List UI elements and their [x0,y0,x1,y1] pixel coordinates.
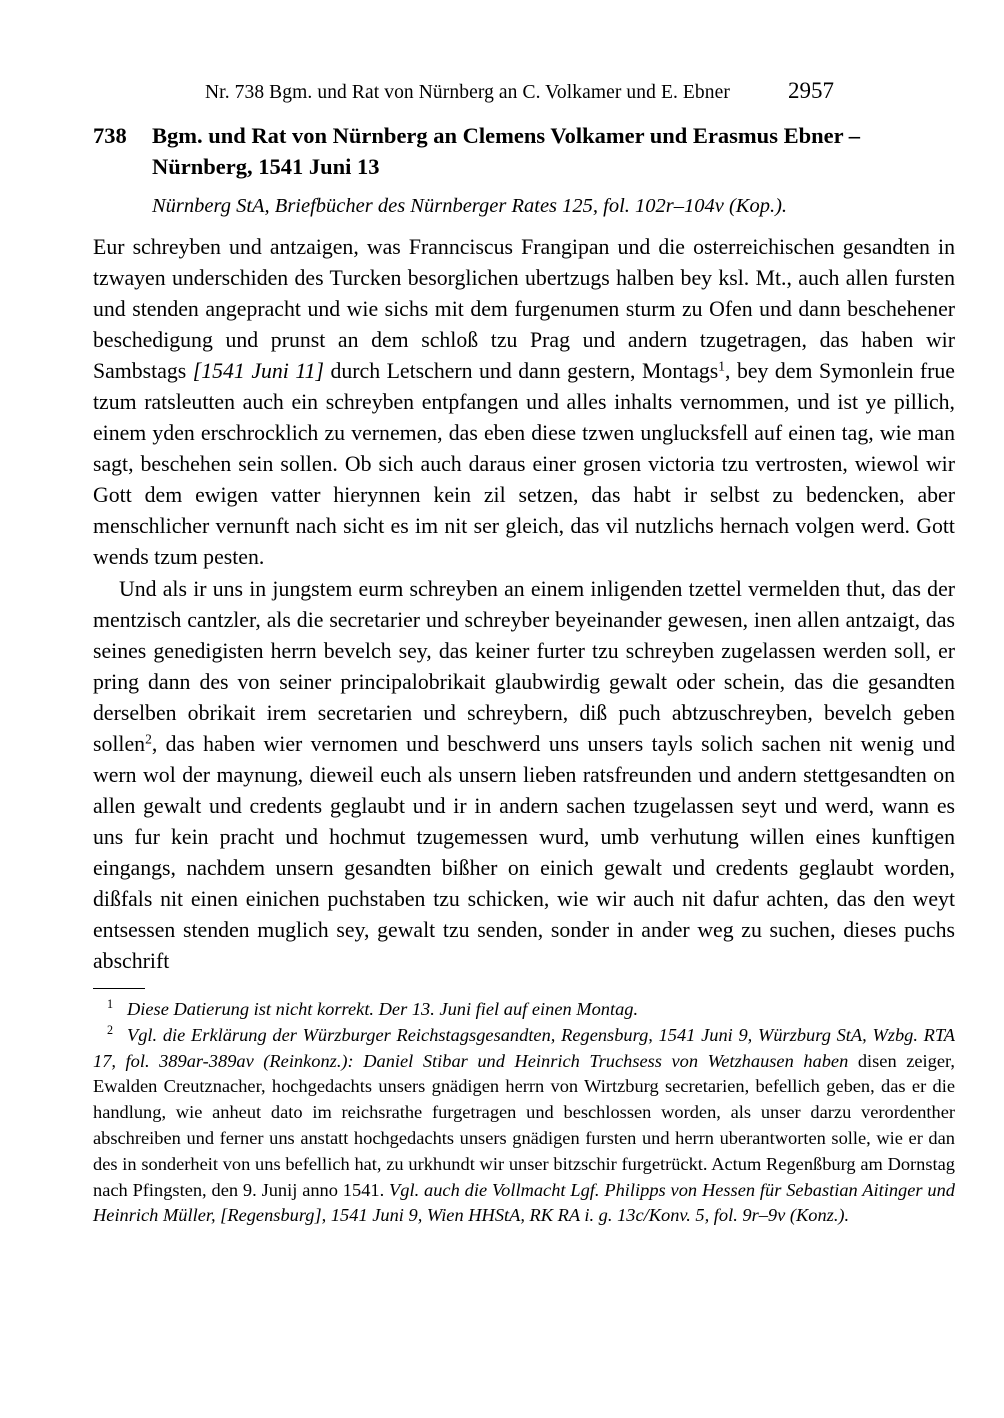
footnote-2-segment-1: Vgl. die Erklärung der Würzburger Reichstagsgesandten, Regensburg, 1541 Juni 9, Würzburg StA, Wzbg. RTA 17, fol. 389ar-389av (Reinkonz.): Daniel Stibar und Heinrich Truchsess von Wetzhausen haben [93,1024,955,1071]
heading-title: Bgm. und Rat von Nürnberg an Clemens Volkamer und Erasmus Ebner – Nürnberg, 1541 Juni 13 [152,123,861,179]
footnote-block [93,997,955,1229]
archival-source-line: Nürnberg StA, Briefbücher des Nürnberger Rates 125, fol. 102r–104v (Kop.). [152,195,788,217]
paragraph-1-part-3: , bey dem Symonlein frue tzum ratsleutten auch ein schreyben entpfangen und alles inhalts vernommen, und ist ye pillich, einem yden erschrocklich zu vernemen, das eben diese tzwen unglucksfell auf einen tag, wie man sagt, beschehen sein sollen. Ob sich auch daraus einer grosen victoria tzu vertrosten, wiewol wir Gott dem ewigen vatter hierynnen kein zil setzen, das habt ir selbst zu bedencken, aber menschlicher vernunft nach sicht es im nit ser gleich, das vil nutzlichs hernach volgen werd. Gott wends tzum pesten. [93,359,955,570]
footnote-2: 2 Vgl. die Erklärung der Würzburger Reichstagsgesandten, Regensburg, 1541 Juni 9, Würzburg StA, Wzbg. RTA 17, fol. 389ar-389av (Reinkonz.): Daniel Stibar und Heinrich Truchsess von Wetzhausen haben disen zeiger, Ewalden Creutznacher, hochgedachts unsers gnädigen herrn von Wirtzburg secretarien, befellich geben, das er die handlung, wie anheut dato im reichsrathe furgetragen und beschlossen worden, als unser darzu verordenther abschreiben und ferner uns anstatt hochgedachts unsers gnädigen fursten und herrn uberantworten solle, wie er dan des in sonderheit von uns befellich hat, zu urkhundt wir unser bitzschir furgetrückt. Actum Regenßburg am Dornstag nach Pfingsten, den 9. Junij anno 1541. Vgl. auch die Vollmacht Lgf. Philipps von Hessen für Sebastian Aitinger und Heinrich Müller, [Regensburg], 1541 Juni 9, Wien HHStA, RK RA i. g. 13c/Konv. 5, fol. 9r–9v (Konz.). [93,1023,955,1226]
footnote-1-text: Diese Datierung ist nicht korrekt. Der 13. Juni fiel auf einen Montag. [127,999,639,1019]
footnote-2-segment-2: disen zeiger, Ewalden Creutznacher, hochgedachts unsers gnädigen herrn von Wirtzburg secretarien, befellich geben, das er die handlung, wie anheut dato im reichsrathe furgetragen und beschlossen worden, als unser darzu verordenther abschreiben und ferner uns anstatt hochgedachts unsers gnädigen fursten und herrn uberantworten solle, wie er dan des in sonderheit von uns befellich hat, zu urkhundt wir unser bitzschir furgetrückt. Actum Regenßburg am Dornstag nach Pfingsten, den 9. Junij anno 1541. [93,1050,955,1200]
paragraph-1-date-annotation: [1541 Juni 11] [192,359,324,384]
document-body [93,232,955,977]
document-heading [93,120,955,182]
footnote-separator-rule [93,988,145,989]
body-paragraph-2 [93,574,955,978]
running-head-title: Nr. 738 Bgm. und Rat von Nürnberg an C. Volkamer und E. Ebner [205,82,730,103]
paragraph-2-part-2: , das haben wier vernomen und beschwerd uns unsers tayls solich sachen nit wenig und wern wol der maynung, dieweil euch als unsern lieben ratsfreunden und andern stettgesandten on allen gewalt und credents geglaubt und ir in andern sachen tzugelassen seyt und werd, wann es uns fur kein pracht und hochmut tzugemessen wurd, umb verhutung willen eines kunftigen eingangs, nachdem unsern gesandten bißher on einich gewalt und credents geglaubt worden, dißfals nit einen einichen puchstaben tzu schicken, wie wir auch nit dafur achten, das den weyt entsessen stenden muglich sey, gewalt tzu senden, sonder in ander weg zu suchen, dieses puchs abschrift [93,731,955,974]
running-head [93,78,955,104]
footnote-1: 1 Diese Datierung ist nicht korrekt. Der 13. Juni fiel auf einen Montag. [106,997,639,1019]
heading-number: 738 [93,123,127,148]
body-paragraph-1 [93,232,955,574]
page-number: 2957 [787,78,834,103]
footnote-ref-2[interactable]: 2 [145,731,152,747]
paragraph-1-part-2: durch Letschern und dann gestern, Montags [324,359,719,384]
footnote-2-segment-3: Vgl. auch die Vollmacht Lgf. Philipps von Hessen für Sebastian Aitinger und Heinrich Müller, [Regensburg], 1541 Juni 9, Wien HHStA, RK RA i. g. 13c/Konv. 5, fol. 9r–9v (Konz.). [93,1179,955,1226]
paragraph-2-part-1: Und als ir uns in jungstem eurm schreyben an einem inligenden tzettel vermelden thut, das der mentzisch cantzler, als die secretarier und schreyber beyeinander gewesen, inen allen antzaigt, das seines genedigisten herrn bevelch sey, das keiner furter tzu schreyben zugelassen werden soll, er pring dann des von seiner principalobrikait glaubwirdig gewalt oder schein, das die gesandten derselben obrikait irem secretarien und schreybern, diß puch abtzuschreyben, bevelch geben sollen [93,576,955,756]
paragraph-1-part-1: Eur schreyben und antzaigen, was Frannciscus Frangipan und die osterreichischen gesandten in tzwayen underschiden des Turcken besorglichen ubertzugs halben bey ksl. Mt., auch allen fursten und stenden angepracht und wie sichs mit dem furgenumen sturm zu Ofen und dann beschehener beschedigung und prunst an dem schloß tzu Prag und andern tzugetragen, das haben wir Sambstags [93,235,955,384]
footnote-ref-1[interactable]: 1 [718,358,726,374]
